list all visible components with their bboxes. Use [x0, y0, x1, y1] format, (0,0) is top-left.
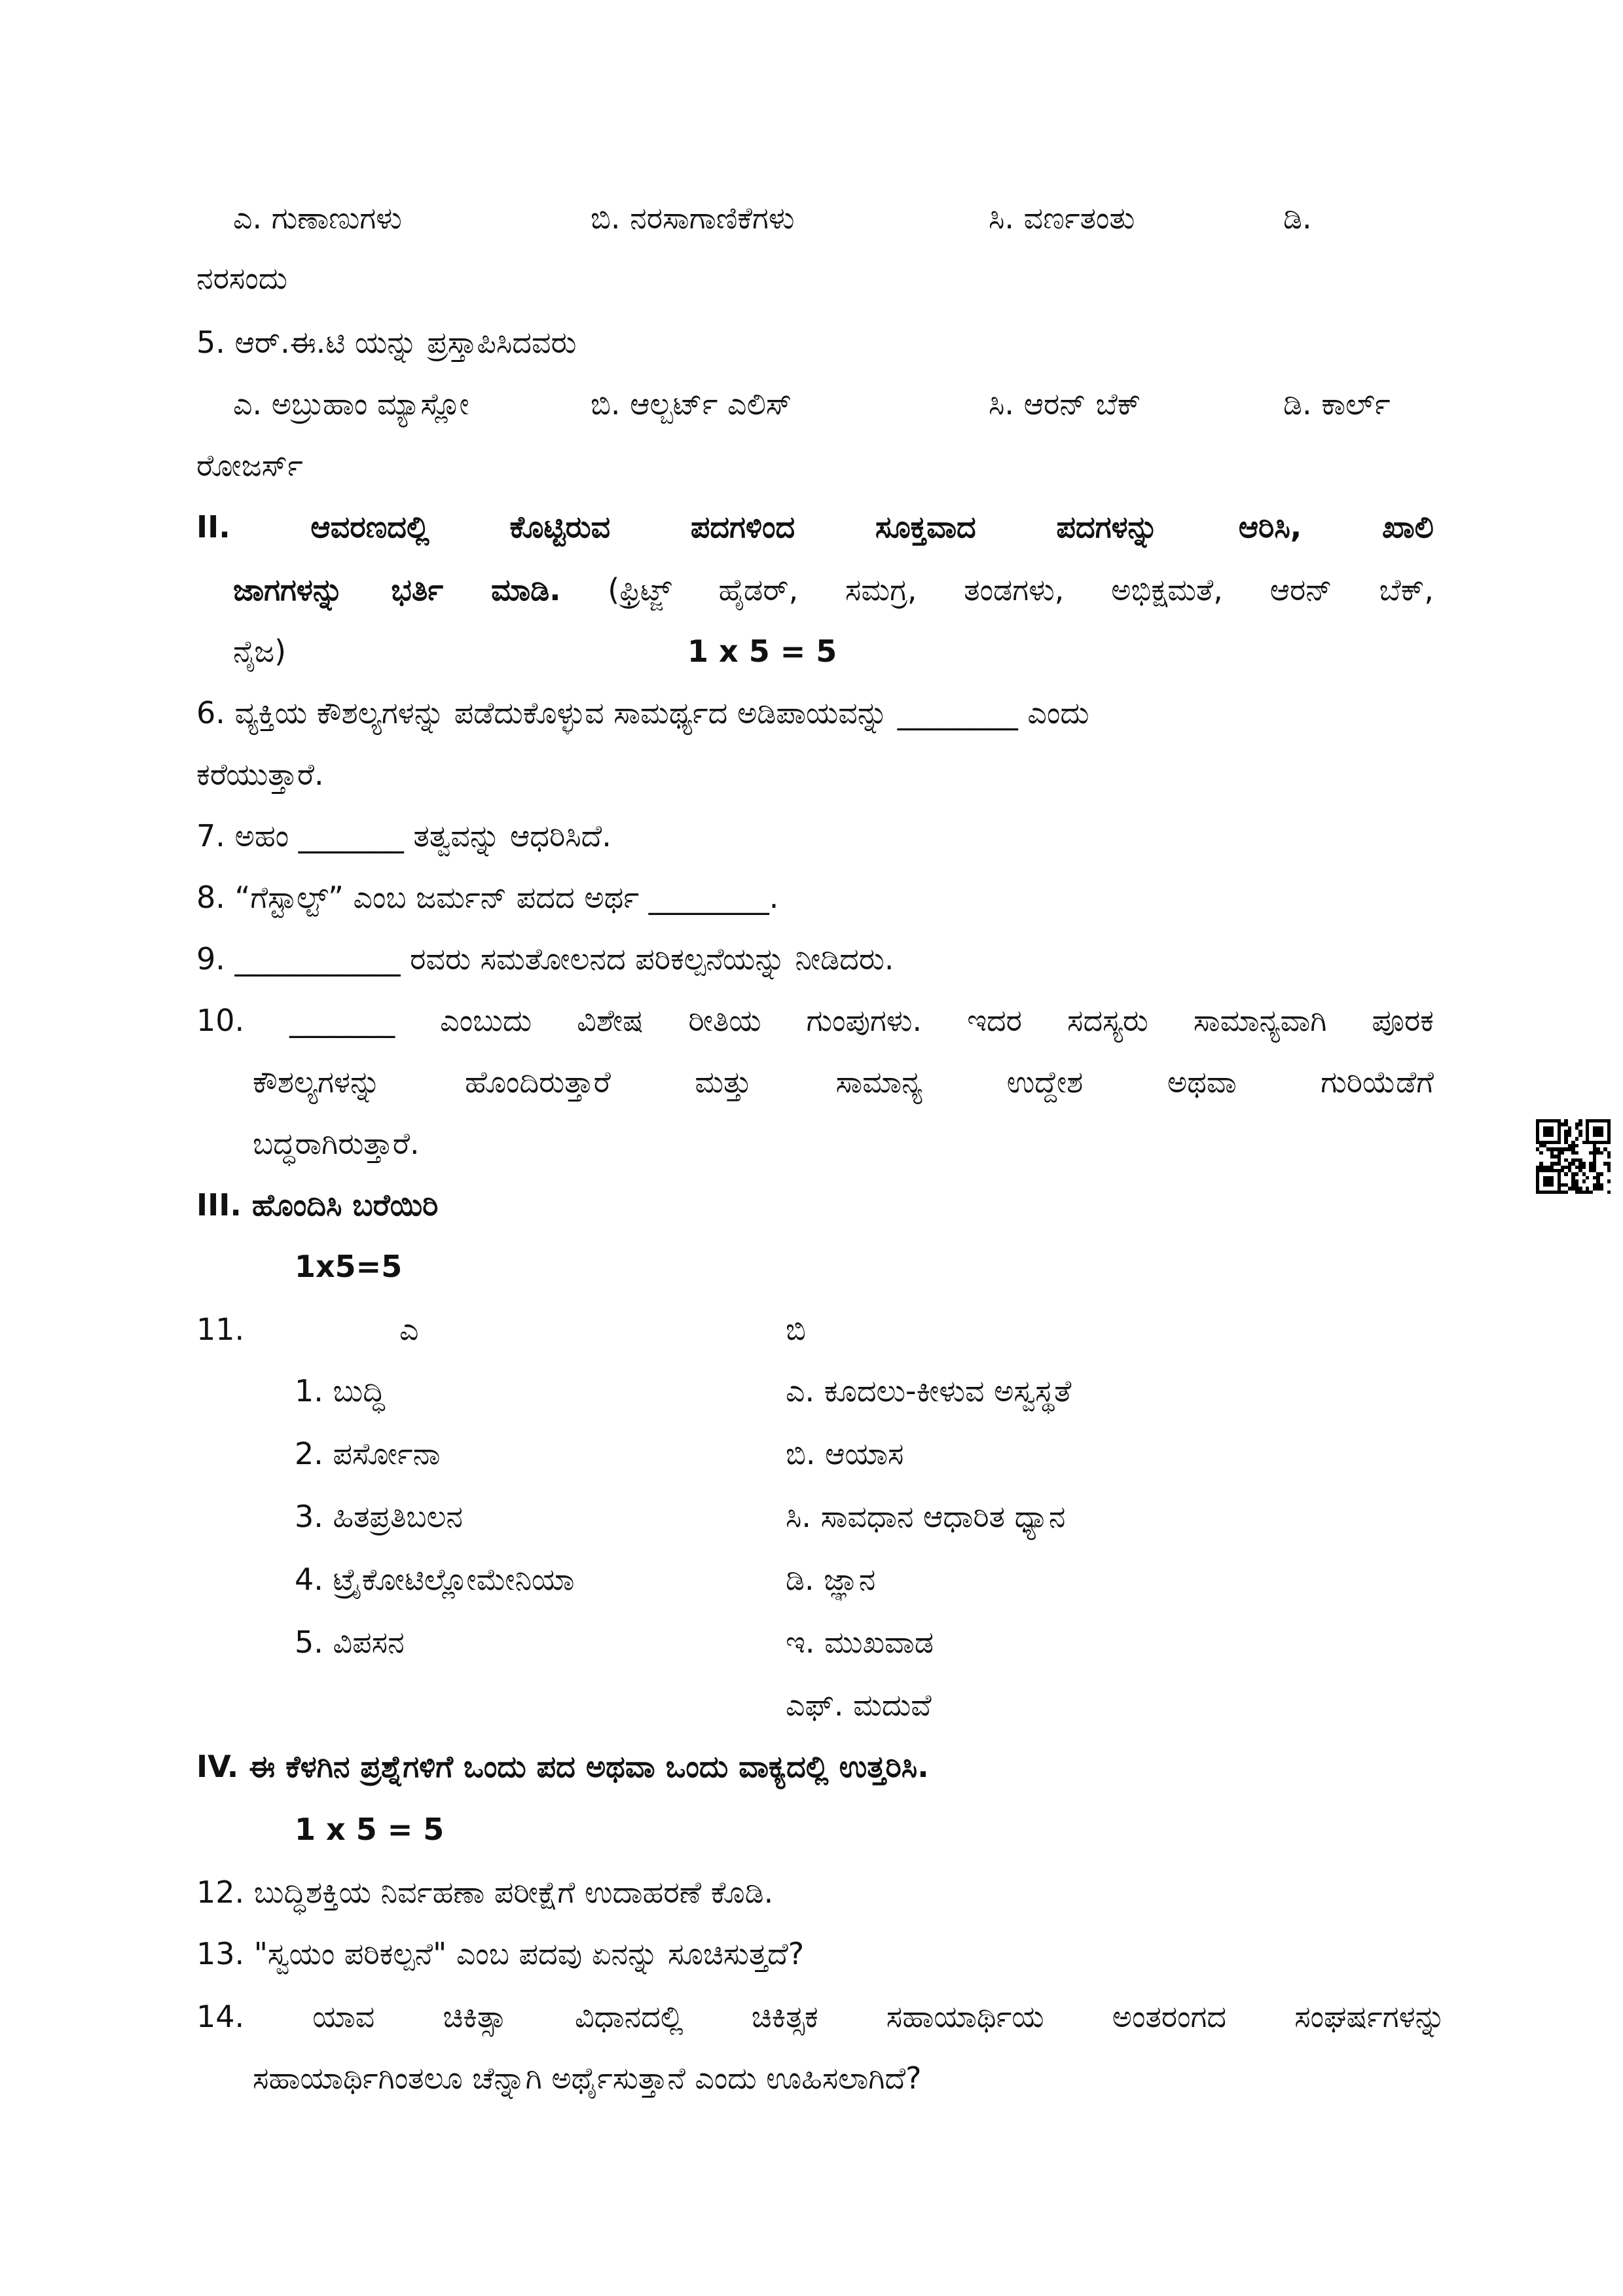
q8: 8. “ಗೆಸ್ಟಾಲ್ಟ್” ಎಂಬ ಜರ್ಮನ್ ಪದದ ಅರ್ಥ ________.	[196, 880, 779, 915]
column-b-item: ಎ. ಕೂದಲು-ಕೀಳುವ ಅಸ್ವಸ್ಥತೆ	[786, 1373, 1072, 1408]
q6-line-2: ಕರೆಯುತ್ತಾರೆ.	[196, 757, 324, 792]
column-a-item: 3. ಹಿತಪ್ರತಿಬಲನ	[295, 1499, 463, 1534]
q5-option-d-continued: ರೋಜರ್ಸ್	[196, 448, 303, 483]
section-4-marks: 1 x 5 = 5	[295, 1812, 445, 1847]
column-b-item: ಡಿ. ಜ್ಞಾನ	[786, 1562, 876, 1597]
column-a-header: ಎ	[399, 1312, 419, 1347]
q12: 12. ಬುದ್ಧಿಶಕ್ತಿಯ ನಿರ್ವಹಣಾ ಪರೀಕ್ಷೆಗೆ ಉದಾಹರಣೆ ಕೊಡಿ.	[196, 1874, 774, 1910]
q14-line-2: ಸಹಾಯಾರ್ಥಿಗಿಂತಲೂ ಚೆನ್ನಾಗಿ ಅರ್ಥೈಸುತ್ತಾನೆ ಎಂದು ಊಹಿಸಲಾಗಿದೆ?	[253, 2060, 922, 2096]
q5-option-b: ಬಿ. ಆಲ್ಬರ್ಟ್ ಎಲಿಸ್	[591, 386, 792, 422]
q5-option-d: ಡಿ. ಕಾರ್ಲ್	[1283, 386, 1391, 422]
q14-line-1: 14. ಯಾವ ಚಿಕಿತ್ಸಾ ವಿಧಾನದಲ್ಲಿ ಚಿಕಿತ್ಸಕ ಸಹಾಯಾರ್ಥಿಯ ಅಂತರಂಗದ ಸಂಘರ್ಷಗಳನ್ನು	[196, 1999, 1446, 2034]
q5-question: 5. ಆರ್.ಈ.ಟಿ ಯನ್ನು ಪ್ರಸ್ತಾಪಿಸಿದವರು	[196, 325, 577, 360]
q4-option-d-continued: ನರಸಂದು	[196, 260, 288, 296]
column-b-item: ಎಫ್. ಮದುವೆ	[786, 1687, 932, 1723]
q4-option-b: ಬಿ. ನರಸಾಗಾಣಿಕೆಗಳು	[591, 200, 795, 236]
qr-code	[1536, 1119, 1611, 1194]
q11-number: 11.	[196, 1312, 245, 1347]
section-3-heading: III. ಹೊಂದಿಸಿ ಬರೆಯಿರಿ	[196, 1187, 439, 1223]
column-a-item: 5. ವಿಪಸನ	[295, 1624, 405, 1660]
q10-line-3: ಬದ್ಧರಾಗಿರುತ್ತಾರೆ.	[253, 1126, 420, 1161]
section-2-heading: II. ಆವರಣದಲ್ಲಿ ಕೊಟ್ಟಿರುವ ಪದಗಳಿಂದ ಸೂಕ್ತವಾದ ಪದಗಳನ್ನು ಆರಿಸಿ, ಖಾಲಿ	[196, 509, 1434, 545]
column-b-item: ಸಿ. ಸಾವಧಾನ ಆಧಾರಿತ ಧ್ಯಾನ	[786, 1499, 1066, 1534]
q4-option-a: ಎ. ಗುಣಾಣುಗಳು	[233, 200, 402, 236]
q10-line-1: 10. _______ ಎಂಬುದು ವಿಶೇಷ ರೀತಿಯ ಗುಂಪುಗಳು. ಇದರ ಸದಸ್ಯರು ಸಾಮಾನ್ಯವಾಗಿ ಪೂರಕ	[196, 1003, 1434, 1038]
section-2-marks: 1 x 5 = 5	[687, 634, 837, 669]
q9: 9. ___________ ರವರು ಸಮತೋಲನದ ಪರಿಕಲ್ಪನೆಯನ್ನು ನೀಡಿದರು.	[196, 941, 894, 977]
q13: 13. "ಸ್ವಯಂ ಪರಿಕಲ್ಪನೆ" ಎಂಬ ಪದವು ಏನನ್ನು ಸೂಚಿಸುತ್ತದೆ?	[196, 1936, 805, 1971]
column-b-item: ಬಿ. ಆಯಾಸ	[786, 1436, 904, 1471]
section-3-marks: 1x5=5	[295, 1249, 403, 1284]
column-b-header: ಬಿ	[786, 1312, 806, 1347]
q4-option-c: ಸಿ. ವರ್ಣತಂತು	[989, 200, 1135, 236]
column-a-item: 2. ಪರ್ಸೋನಾ	[295, 1436, 441, 1471]
column-a-item: 4. ಟ್ರೈಕೋಟಿಲ್ಲೋಮೇನಿಯಾ	[295, 1562, 575, 1597]
q5-option-c: ಸಿ. ಆರನ್ ಬೆಕ್	[989, 386, 1141, 422]
q4-option-d: ಡಿ.	[1283, 200, 1312, 236]
q5-option-a: ಎ. ಅಬ್ರುಹಾಂ ಮ್ಯಾಸ್ಲೋ	[233, 386, 469, 422]
q10-line-2: ಕೌಶಲ್ಯಗಳನ್ನು ಹೊಂದಿರುತ್ತಾರೆ ಮತ್ತು ಸಾಮಾನ್ಯ ಉದ್ದೇಶ ಅಥವಾ ಗುರಿಯೆಡೆಗೆ	[253, 1064, 1434, 1100]
section-2-instructions	[233, 572, 1434, 608]
section-2-word-bank: (ಫ್ರಿಟ್ಜ್ ಹೈಡರ್, ಸಮಗ್ರ, ತಂಡಗಳು, ಅಭಿಕ್ಷಮತೆ, ಆರನ್ ಬೆಕ್,	[560, 572, 1434, 607]
section-2-word-bank-end: ನೈಜ)	[233, 634, 287, 669]
section-2-instruction-bold: ಜಾಗಗಳನ್ನು ಭರ್ತಿ ಮಾಡಿ.	[233, 572, 561, 607]
column-b-item: ಇ. ಮುಖವಾಡ	[786, 1624, 934, 1660]
q6-line-1: 6. ವ್ಯಕ್ತಿಯ ಕೌಶಲ್ಯಗಳನ್ನು ಪಡೆದುಕೊಳ್ಳುವ ಸಾಮರ್ಥ್ಯದ ಅಡಿಪಾಯವನ್ನು ________ ಎಂದು	[196, 695, 1089, 730]
q7: 7. ಅಹಂ _______ ತತ್ವವನ್ನು ಆಧರಿಸಿದೆ.	[196, 818, 611, 853]
column-a-item: 1. ಬುದ್ಧಿ	[295, 1373, 385, 1408]
section-4-heading: IV. ಈ ಕೆಳಗಿನ ಪ್ರಶ್ನೆಗಳಿಗೆ ಒಂದು ಪದ ಅಥವಾ ಒಂದು ವಾಕ್ಯದಲ್ಲಿ ಉತ್ತರಿಸಿ.	[196, 1749, 929, 1784]
